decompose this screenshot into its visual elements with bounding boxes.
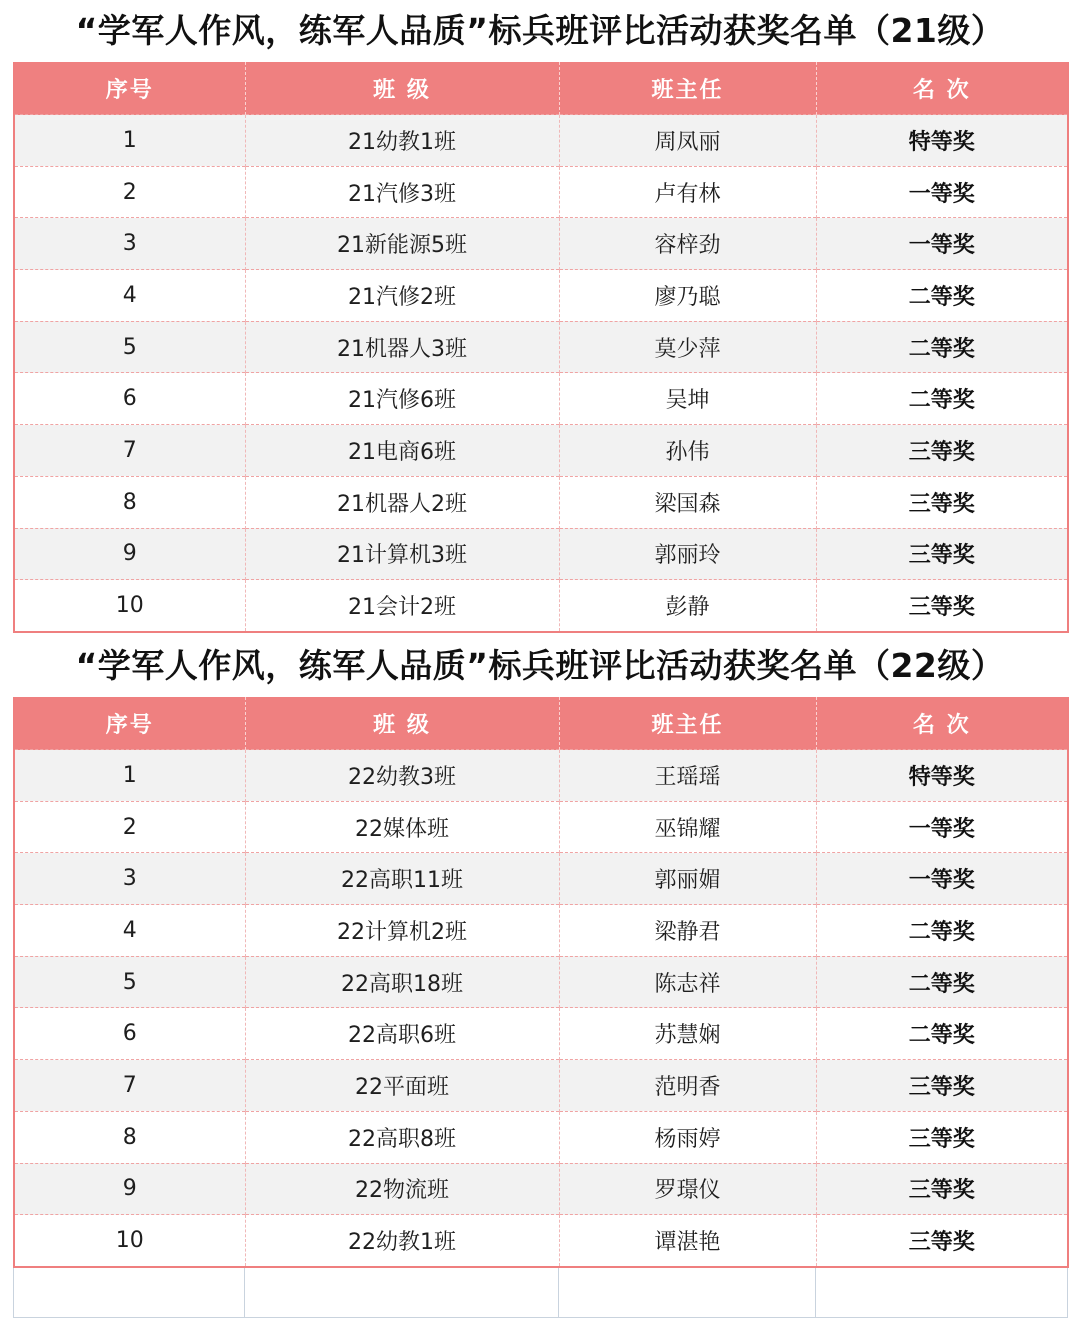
table-row — [14, 166, 1068, 218]
cell-rank: 二等奖 — [816, 1008, 1068, 1060]
table-row — [14, 476, 1068, 528]
empty-cell — [14, 1268, 245, 1318]
cell-number: 2 — [14, 801, 245, 853]
cell-teacher: 郭丽媚 — [559, 853, 816, 905]
table-header-row — [14, 62, 1068, 115]
table-row — [14, 1060, 1068, 1112]
column-header-class: 班 级 — [245, 62, 559, 115]
cell-number: 4 — [14, 270, 245, 322]
cell-class: 22平面班 — [245, 1060, 559, 1112]
cell-class: 22幼教3班 — [245, 750, 559, 802]
cell-class: 22高职18班 — [245, 956, 559, 1008]
table-row — [14, 115, 1068, 167]
cell-rank: 一等奖 — [816, 801, 1068, 853]
cell-teacher: 罗璟仪 — [559, 1163, 816, 1215]
cell-class: 22高职6班 — [245, 1008, 559, 1060]
cell-rank: 二等奖 — [816, 905, 1068, 957]
cell-class: 22物流班 — [245, 1163, 559, 1215]
award-table-22 — [13, 697, 1069, 1268]
cell-number: 5 — [14, 956, 245, 1008]
column-header-number: 序号 — [14, 62, 245, 115]
cell-rank: 三等奖 — [816, 1215, 1068, 1267]
table-row — [14, 373, 1068, 425]
cell-number: 3 — [14, 853, 245, 905]
cell-teacher: 王瑶瑶 — [559, 750, 816, 802]
cell-number: 10 — [14, 580, 245, 632]
column-header-class: 班 级 — [245, 697, 559, 750]
table-row — [14, 270, 1068, 322]
cell-teacher: 周凤丽 — [559, 115, 816, 167]
cell-number: 4 — [14, 905, 245, 957]
cell-number: 2 — [14, 166, 245, 218]
cell-class: 21幼教1班 — [245, 115, 559, 167]
table-row — [14, 1111, 1068, 1163]
cell-class: 22高职8班 — [245, 1111, 559, 1163]
table-header-row — [14, 697, 1068, 750]
table-row — [14, 905, 1068, 957]
cell-rank: 二等奖 — [816, 321, 1068, 373]
cell-class: 21汽修3班 — [245, 166, 559, 218]
cell-rank: 一等奖 — [816, 853, 1068, 905]
table-row — [14, 750, 1068, 802]
cell-number: 6 — [14, 1008, 245, 1060]
column-header-rank: 名 次 — [816, 62, 1068, 115]
section-title-22: “学军人作风，练军人品质”标兵班评比活动获奖名单（22级） — [75, 646, 1005, 685]
cell-number: 10 — [14, 1215, 245, 1267]
cell-rank: 二等奖 — [816, 373, 1068, 425]
cell-teacher: 郭丽玲 — [559, 528, 816, 580]
cell-teacher: 廖乃聪 — [559, 270, 816, 322]
empty-trailing-row — [13, 1268, 1068, 1318]
cell-rank: 二等奖 — [816, 956, 1068, 1008]
cell-number: 9 — [14, 528, 245, 580]
cell-number: 3 — [14, 218, 245, 270]
table-row — [14, 801, 1068, 853]
column-header-number: 序号 — [14, 697, 245, 750]
cell-class: 22幼教1班 — [245, 1215, 559, 1267]
cell-class: 21计算机3班 — [245, 528, 559, 580]
cell-number: 7 — [14, 425, 245, 477]
cell-rank: 三等奖 — [816, 1111, 1068, 1163]
empty-cell — [816, 1268, 1068, 1318]
cell-number: 5 — [14, 321, 245, 373]
table-row — [14, 528, 1068, 580]
cell-teacher: 吴坤 — [559, 373, 816, 425]
cell-rank: 一等奖 — [816, 166, 1068, 218]
cell-class: 21汽修6班 — [245, 373, 559, 425]
award-table-21 — [13, 62, 1069, 633]
table-row — [14, 425, 1068, 477]
cell-rank: 三等奖 — [816, 580, 1068, 632]
cell-class: 22媒体班 — [245, 801, 559, 853]
cell-rank: 三等奖 — [816, 476, 1068, 528]
empty-cell — [559, 1268, 816, 1318]
cell-teacher: 巫锦耀 — [559, 801, 816, 853]
cell-number: 8 — [14, 1111, 245, 1163]
empty-cell — [245, 1268, 559, 1318]
cell-teacher: 彭静 — [559, 580, 816, 632]
cell-teacher: 苏慧娴 — [559, 1008, 816, 1060]
cell-class: 22高职11班 — [245, 853, 559, 905]
column-header-rank: 名 次 — [816, 697, 1068, 750]
cell-rank: 三等奖 — [816, 1060, 1068, 1112]
cell-number: 6 — [14, 373, 245, 425]
cell-teacher: 莫少萍 — [559, 321, 816, 373]
cell-class: 21机器人3班 — [245, 321, 559, 373]
cell-teacher: 杨雨婷 — [559, 1111, 816, 1163]
table-row — [14, 580, 1068, 632]
cell-rank: 特等奖 — [816, 750, 1068, 802]
cell-number: 1 — [14, 750, 245, 802]
cell-number: 1 — [14, 115, 245, 167]
table-row — [14, 1215, 1068, 1267]
cell-teacher: 容梓劲 — [559, 218, 816, 270]
cell-number: 8 — [14, 476, 245, 528]
cell-class: 21电商6班 — [245, 425, 559, 477]
cell-teacher: 梁静君 — [559, 905, 816, 957]
cell-rank: 三等奖 — [816, 425, 1068, 477]
table-row — [14, 853, 1068, 905]
cell-class: 21会计2班 — [245, 580, 559, 632]
section-title-21: “学军人作风，练军人品质”标兵班评比活动获奖名单（21级） — [75, 11, 1005, 50]
cell-class: 21新能源5班 — [245, 218, 559, 270]
cell-number: 7 — [14, 1060, 245, 1112]
empty-row — [14, 1268, 1068, 1318]
table-row — [14, 321, 1068, 373]
cell-teacher: 卢有林 — [559, 166, 816, 218]
cell-teacher: 陈志祥 — [559, 956, 816, 1008]
cell-class: 21机器人2班 — [245, 476, 559, 528]
column-header-teacher: 班主任 — [559, 62, 816, 115]
column-header-teacher: 班主任 — [559, 697, 816, 750]
cell-class: 22计算机2班 — [245, 905, 559, 957]
cell-rank: 三等奖 — [816, 1163, 1068, 1215]
table-row — [14, 218, 1068, 270]
cell-rank: 二等奖 — [816, 270, 1068, 322]
cell-teacher: 范明香 — [559, 1060, 816, 1112]
cell-teacher: 谭湛艳 — [559, 1215, 816, 1267]
cell-teacher: 梁国森 — [559, 476, 816, 528]
table-row — [14, 1163, 1068, 1215]
table-row — [14, 1008, 1068, 1060]
cell-class: 21汽修2班 — [245, 270, 559, 322]
cell-teacher: 孙伟 — [559, 425, 816, 477]
cell-number: 9 — [14, 1163, 245, 1215]
cell-rank: 特等奖 — [816, 115, 1068, 167]
cell-rank: 一等奖 — [816, 218, 1068, 270]
cell-rank: 三等奖 — [816, 528, 1068, 580]
table-row — [14, 956, 1068, 1008]
